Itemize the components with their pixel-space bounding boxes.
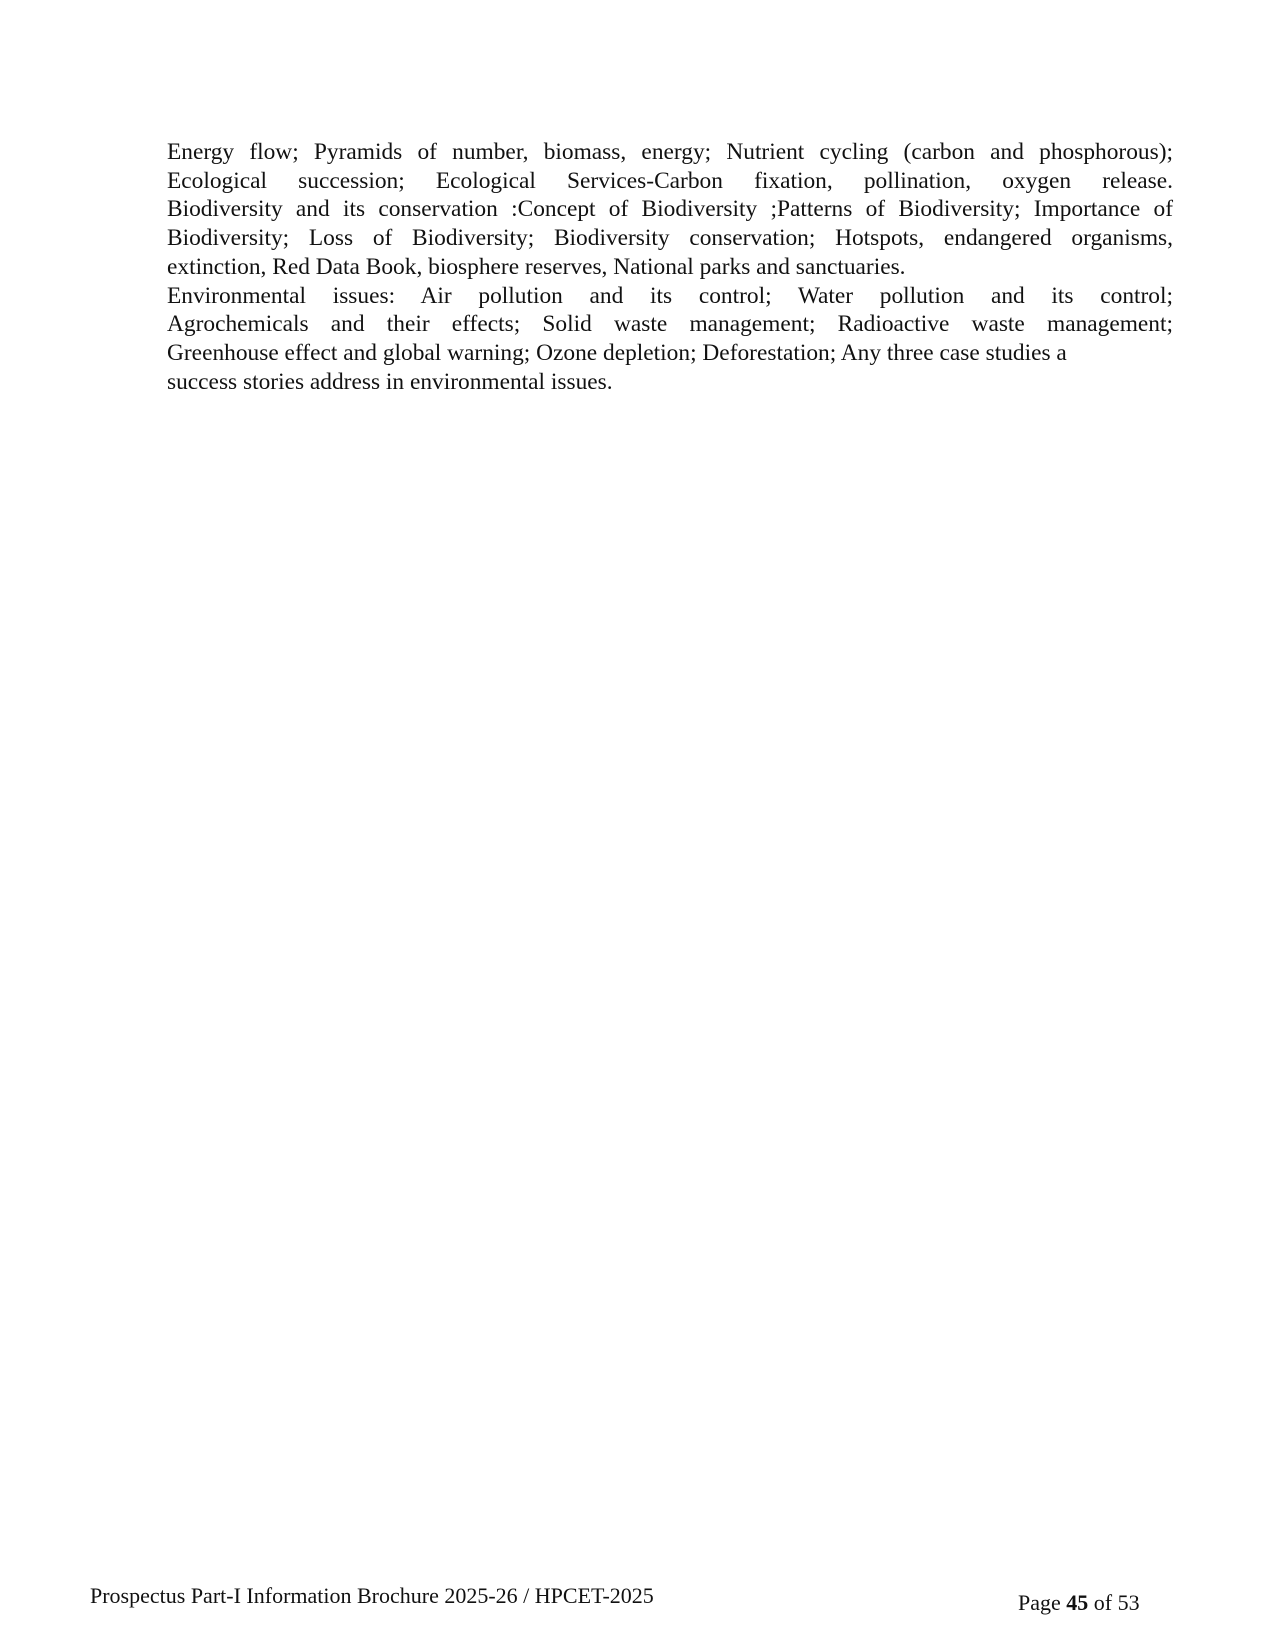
body-text — [167, 138, 1173, 396]
text-line: Environmental issues: Air pollution and its control; Water pollution and its control; — [167, 282, 1173, 309]
text-line: Energy flow; Pyramids of number, biomass, energy; Nutrient cycling (carbon and phosphorous); — [167, 139, 1173, 165]
page-number — [1018, 1590, 1140, 1616]
text-line: extinction, Red Data Book, biosphere reserves, National parks and sanctuaries. — [167, 253, 906, 280]
paragraph-environmental-issues — [167, 282, 1173, 397]
text-line: Ecological succession; Ecological Services-Carbon fixation, pollination, oxygen release. — [167, 167, 1173, 194]
page-label: Page — [1018, 1590, 1067, 1615]
text-line: success stories address in environmental issues. — [167, 368, 613, 395]
paragraph-ecology — [167, 138, 1173, 282]
text-line: Biodiversity and its conservation :Concept of Biodiversity ;Patterns of Biodiversity; Importance of — [167, 196, 1173, 223]
text-line: Agrochemicals and their effects; Solid waste management; Radioactive waste management; — [167, 311, 1173, 338]
current-page: 45 — [1066, 1590, 1089, 1615]
text-line: Biodiversity; Loss of Biodiversity; Biodiversity conservation; Hotspots, endangered organisms, — [167, 225, 1173, 252]
footer-title: Prospectus Part-I Information Brochure 2025-26 / HPCET-2025 — [90, 1583, 654, 1608]
total-pages: of 53 — [1088, 1590, 1140, 1615]
text-line: Greenhouse effect and global warning; Ozone depletion; Deforestation; Any three case studies a — [167, 339, 1067, 366]
